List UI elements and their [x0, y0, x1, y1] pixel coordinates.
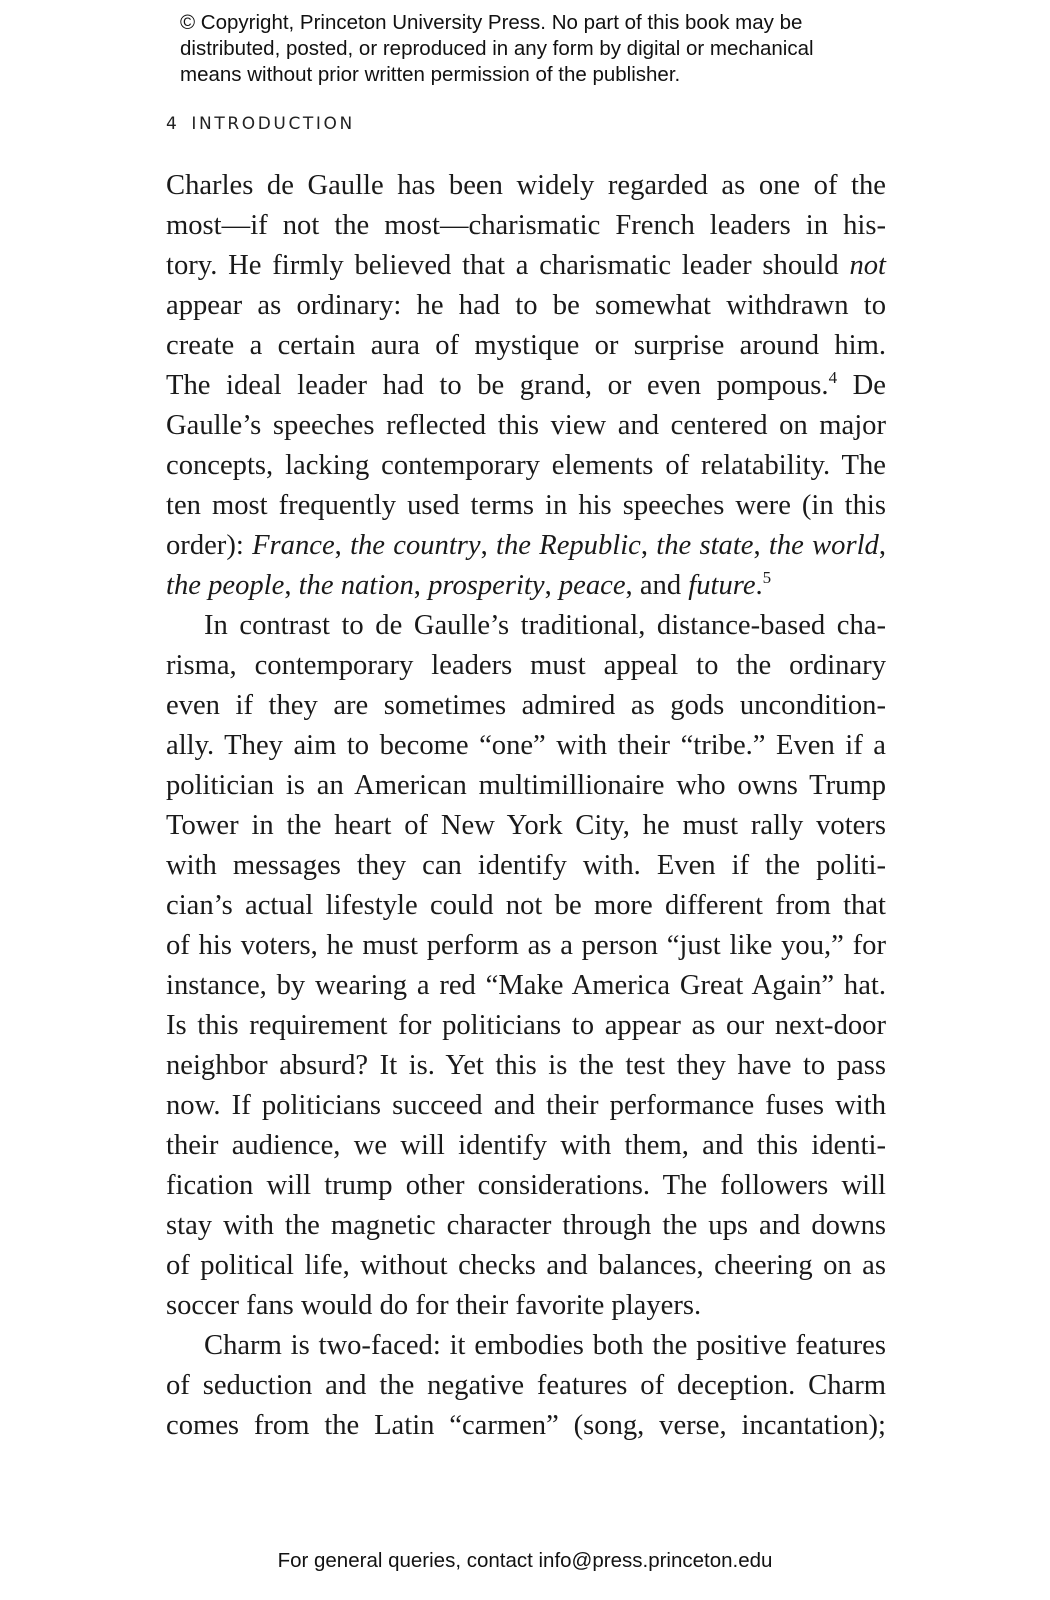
- text-line: fication will trump other considerations. The followers will: [166, 1170, 886, 1201]
- text-run: ,: [334, 530, 351, 561]
- text-run: ,: [544, 570, 559, 601]
- text-line: most—if not the most—charismatic French leaders in his-: [166, 210, 886, 241]
- text-line: their audience, we will identify with them, and this identi-: [166, 1130, 886, 1161]
- text-line: neighbor absurd? It is. Yet this is the test they have to pass: [166, 1050, 886, 1081]
- text-line: risma, contemporary leaders must appeal to the ordinary: [166, 650, 886, 681]
- text-run: ,: [284, 570, 299, 601]
- text-line: Charm is two-faced: it embodies both the positive features: [204, 1330, 886, 1361]
- text-run: The ideal leader had to be grand, or even pompous.: [166, 370, 829, 401]
- footnote-marker[interactable]: 5: [762, 568, 772, 587]
- text-run: ,: [878, 530, 886, 561]
- paragraph: [166, 166, 886, 606]
- emphasis: prosperity: [428, 570, 545, 601]
- text-line: Gaulle’s speeches reflected this view and centered on major: [166, 410, 886, 441]
- text-line: [166, 526, 886, 566]
- text-line: even if they are sometimes admired as gods uncondition-: [166, 690, 886, 721]
- text-run: ,: [753, 530, 769, 561]
- copyright-line: © Copyright, Princeton University Press. No part of this book may be: [180, 11, 803, 34]
- section-title: INTRODUCTION: [191, 114, 355, 134]
- text-line: of political life, without checks and balances, cheering on as: [166, 1250, 886, 1281]
- footer-contact: For general queries, contact info@press.princeton.edu: [277, 1549, 773, 1572]
- emphasis: France: [252, 530, 335, 561]
- text-line: concepts, lacking contemporary elements of relatability. The: [166, 450, 886, 481]
- text-run: ,: [480, 530, 497, 561]
- text-line: ally. They aim to become “one” with their “tribe.” Even if a: [166, 730, 886, 761]
- text-run: order):: [166, 530, 253, 561]
- footnote-marker[interactable]: 4: [828, 368, 838, 387]
- text-line: appear as ordinary: he had to be somewhat withdrawn to: [166, 290, 886, 321]
- running-head: [166, 114, 355, 134]
- text-line: comes from the Latin “carmen” (song, verse, incantation);: [166, 1410, 886, 1441]
- emphasis: the world: [768, 530, 879, 561]
- page-number: 4: [166, 114, 180, 134]
- text-line: In contrast to de Gaulle’s traditional, distance-based cha-: [204, 610, 886, 641]
- text-line: with messages they can identify with. Even if the politi-: [166, 850, 886, 881]
- paragraph: [166, 1326, 886, 1446]
- text-line: cian’s actual lifestyle could not be more different from that: [166, 890, 886, 921]
- text-run: tory. He firmly believed that a charismatic leader should: [166, 250, 850, 281]
- copyright-notice: [180, 10, 940, 88]
- text-run: ,: [640, 530, 657, 561]
- copyright-line: means without prior written permission of the publisher.: [180, 63, 681, 86]
- text-line: Charles de Gaulle has been widely regarded as one of the: [166, 170, 886, 201]
- text-line: now. If politicians succeed and their performance fuses with: [166, 1090, 886, 1121]
- text-run: ,: [413, 570, 429, 601]
- emphasis: peace: [558, 570, 626, 601]
- emphasis: the country: [350, 530, 481, 561]
- emphasis: the Republic: [496, 530, 641, 561]
- emphasis: not: [849, 250, 886, 281]
- emphasis: future: [688, 570, 756, 601]
- text-line: politician is an American multimillionaire who owns Trump: [166, 770, 886, 801]
- text-run: , and: [625, 570, 689, 601]
- text-run: .: [755, 570, 763, 601]
- text-line: Is this requirement for politicians to appear as our next-door: [166, 1010, 886, 1041]
- text-line: [166, 566, 886, 606]
- emphasis: the people: [166, 570, 285, 601]
- text-run: De: [837, 370, 886, 401]
- body-text: [166, 166, 886, 1446]
- text-line: [166, 366, 886, 406]
- emphasis: the nation: [298, 570, 414, 601]
- copyright-line: distributed, posted, or reproduced in any form by digital or mechanical: [180, 37, 814, 60]
- paragraph: [166, 606, 886, 1326]
- text-line: of his voters, he must perform as a person “just like you,” for: [166, 930, 886, 961]
- text-line: stay with the magnetic character through the ups and downs: [166, 1210, 886, 1241]
- text-line: ten most frequently used terms in his speeches were (in this: [166, 490, 886, 521]
- text-line: create a certain aura of mystique or surprise around him.: [166, 330, 886, 361]
- text-line: Tower in the heart of New York City, he must rally voters: [166, 810, 886, 841]
- text-line: instance, by wearing a red “Make America Great Again” hat.: [166, 970, 886, 1001]
- text-line: soccer fans would do for their favorite players.: [166, 1290, 702, 1321]
- text-line: [166, 246, 886, 286]
- text-line: of seduction and the negative features of deception. Charm: [166, 1370, 886, 1401]
- emphasis: the state: [656, 530, 754, 561]
